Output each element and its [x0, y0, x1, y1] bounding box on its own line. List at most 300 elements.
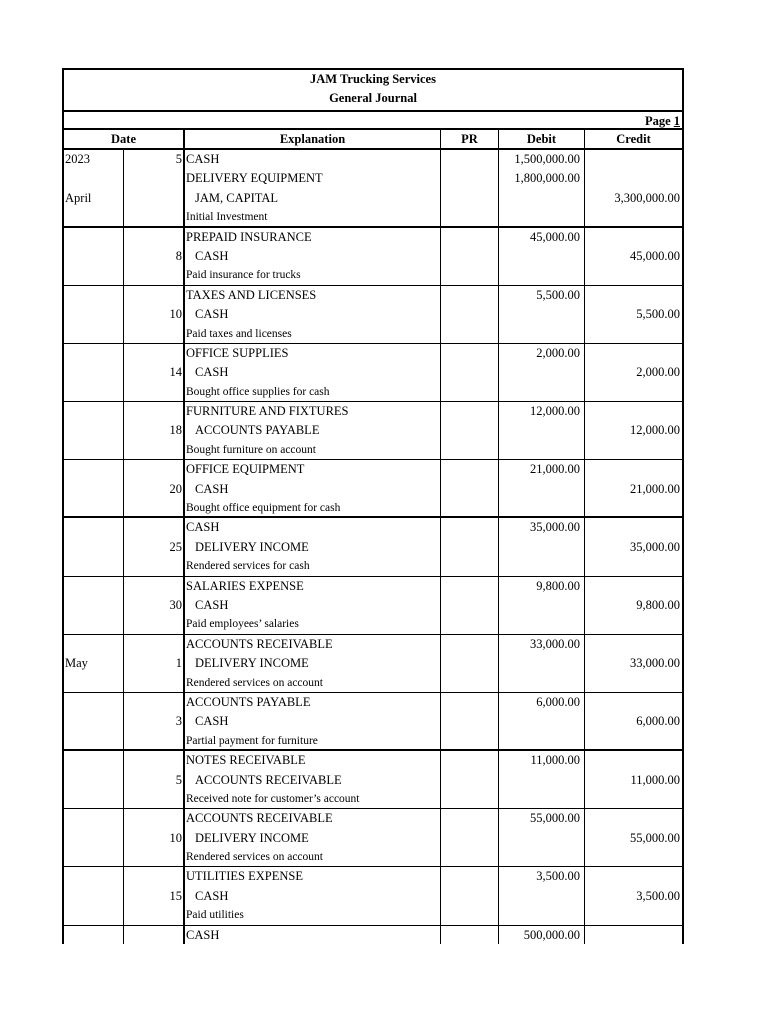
account-cell: ACCOUNTS RECEIVABLE — [185, 771, 441, 790]
day-cell: 30 — [124, 596, 185, 615]
day-cell — [124, 867, 185, 886]
account-cell: ACCOUNTS RECEIVABLE — [185, 635, 441, 654]
narration-cell: Paid taxes and licenses — [185, 325, 441, 343]
credit-cell — [585, 402, 682, 421]
narration-cell: Rendered services on account — [185, 674, 441, 692]
journal-row — [64, 266, 682, 285]
day-cell — [124, 266, 185, 284]
credit-cell — [585, 557, 682, 575]
month-cell — [64, 693, 124, 712]
journal-row — [64, 538, 682, 557]
pr-cell — [441, 363, 499, 382]
debit-cell — [499, 771, 585, 790]
journal-row — [64, 169, 682, 188]
account-cell: CASH — [185, 887, 441, 906]
pr-column-header: PR — [441, 130, 499, 148]
account-cell: DELIVERY INCOME — [185, 538, 441, 557]
account-cell: DELIVERY EQUIPMENT — [185, 169, 441, 188]
column-header-row — [64, 130, 682, 150]
journal-title: General Journal — [329, 91, 417, 105]
journal-row — [64, 615, 682, 634]
credit-cell — [585, 790, 682, 808]
debit-cell — [499, 615, 585, 633]
journal-row — [64, 867, 682, 886]
narration-cell: Paid utilities — [185, 906, 441, 924]
account-cell: DELIVERY INCOME — [185, 829, 441, 848]
debit-cell — [499, 596, 585, 615]
account-cell: DELIVERY INCOME — [185, 654, 441, 673]
journal-row — [64, 441, 682, 460]
narration-cell: Paid employees’ salaries — [185, 615, 441, 633]
pr-cell — [441, 887, 499, 906]
month-cell — [64, 635, 124, 654]
journal-row — [64, 596, 682, 615]
credit-cell: 5,500.00 — [636, 307, 680, 322]
journal-row — [64, 654, 682, 673]
debit-cell — [499, 790, 585, 808]
narration-cell: Received note for customer’s account — [185, 790, 441, 808]
day-cell — [124, 732, 185, 749]
pr-cell — [441, 286, 499, 305]
month-cell — [64, 208, 124, 225]
credit-cell: 3,500.00 — [636, 888, 680, 903]
credit-cell — [585, 674, 682, 692]
pr-cell — [441, 538, 499, 557]
credit-cell — [585, 732, 682, 749]
month-cell — [64, 712, 124, 731]
account-cell: SALARIES EXPENSE — [185, 577, 441, 596]
credit-cell: 35,000.00 — [630, 539, 680, 554]
month-cell — [64, 518, 124, 537]
pr-cell — [441, 480, 499, 499]
pr-cell — [441, 926, 499, 944]
month-cell — [64, 557, 124, 575]
credit-cell — [585, 926, 682, 944]
narration-cell: Initial Investment — [185, 208, 441, 225]
credit-cell: 45,000.00 — [630, 248, 680, 263]
pr-cell — [441, 228, 499, 247]
pr-cell — [441, 809, 499, 828]
month-cell — [64, 305, 124, 324]
debit-cell: 9,800.00 — [499, 577, 585, 596]
month-cell — [64, 363, 124, 382]
journal-row — [64, 829, 682, 848]
day-cell: 14 — [124, 363, 185, 382]
day-cell: 20 — [124, 480, 185, 499]
debit-cell — [499, 732, 585, 749]
month-cell — [64, 790, 124, 808]
page-number: 1 — [673, 114, 680, 128]
page-indicator — [64, 112, 682, 130]
pr-cell — [441, 906, 499, 924]
day-cell — [124, 441, 185, 459]
journal-title-block — [64, 70, 682, 112]
debit-cell — [499, 325, 585, 343]
day-cell: 10 — [124, 829, 185, 848]
pr-cell — [441, 790, 499, 808]
journal-row — [64, 693, 682, 712]
credit-cell — [585, 906, 682, 924]
credit-cell — [585, 577, 682, 596]
credit-cell — [585, 867, 682, 886]
journal-row — [64, 344, 682, 363]
month-cell — [64, 286, 124, 305]
account-cell: CASH — [185, 518, 441, 537]
month-cell — [64, 615, 124, 633]
month-cell — [64, 538, 124, 557]
credit-cell: 21,000.00 — [630, 481, 680, 496]
credit-cell: 2,000.00 — [636, 365, 680, 380]
company-name: JAM Trucking Services — [310, 72, 436, 86]
credit-cell — [585, 615, 682, 633]
credit-cell: 55,000.00 — [630, 830, 680, 845]
debit-cell: 1,800,000.00 — [499, 169, 585, 188]
pr-cell — [441, 732, 499, 749]
month-cell — [64, 751, 124, 770]
journal-row — [64, 189, 682, 208]
debit-cell: 12,000.00 — [499, 402, 585, 421]
account-cell: OFFICE SUPPLIES — [185, 344, 441, 363]
credit-cell — [585, 150, 682, 169]
debit-cell — [499, 829, 585, 848]
month-cell — [64, 848, 124, 866]
account-cell: CASH — [185, 480, 441, 499]
narration-cell: Paid insurance for trucks — [185, 266, 441, 284]
narration-cell: Bought office equipment for cash — [185, 499, 441, 516]
debit-cell — [499, 538, 585, 557]
pr-cell — [441, 305, 499, 324]
month-cell — [64, 577, 124, 596]
account-cell: ACCOUNTS RECEIVABLE — [185, 809, 441, 828]
day-cell — [124, 693, 185, 712]
month-cell — [64, 266, 124, 284]
date-column-header: Date — [64, 130, 185, 148]
journal-row — [64, 732, 682, 751]
month-cell: 2023 — [64, 150, 124, 169]
journal-row — [64, 402, 682, 421]
journal-row — [64, 887, 682, 906]
pr-cell — [441, 169, 499, 188]
pr-cell — [441, 848, 499, 866]
journal-row — [64, 150, 682, 169]
page-label: Page — [644, 114, 671, 128]
credit-cell: 11,000.00 — [630, 772, 680, 787]
debit-cell — [499, 189, 585, 208]
month-cell — [64, 383, 124, 401]
day-cell — [124, 790, 185, 808]
day-cell — [124, 344, 185, 363]
day-cell: 10 — [124, 305, 185, 324]
day-cell: 3 — [124, 712, 185, 731]
account-cell: CASH — [185, 712, 441, 731]
month-cell — [64, 169, 124, 188]
pr-cell — [441, 518, 499, 537]
credit-cell — [585, 228, 682, 247]
debit-cell: 11,000.00 — [499, 751, 585, 770]
pr-cell — [441, 654, 499, 673]
month-cell: May — [64, 654, 124, 673]
debit-cell: 45,000.00 — [499, 228, 585, 247]
journal-entries — [64, 150, 682, 944]
credit-cell — [585, 441, 682, 459]
credit-cell — [585, 848, 682, 866]
journal-row — [64, 906, 682, 925]
month-cell — [64, 867, 124, 886]
day-cell: 5 — [124, 150, 185, 169]
debit-cell — [499, 305, 585, 324]
journal-row — [64, 305, 682, 324]
day-cell — [124, 169, 185, 188]
month-cell: April — [64, 189, 124, 208]
general-journal — [62, 68, 684, 944]
journal-row — [64, 809, 682, 828]
day-cell — [124, 848, 185, 866]
debit-cell — [499, 421, 585, 440]
day-cell — [124, 615, 185, 633]
day-cell — [124, 499, 185, 516]
debit-cell: 55,000.00 — [499, 809, 585, 828]
account-cell: CASH — [185, 363, 441, 382]
day-cell — [124, 402, 185, 421]
month-cell — [64, 228, 124, 247]
credit-cell — [585, 518, 682, 537]
credit-column-header: Credit — [616, 132, 651, 146]
day-cell: 25 — [124, 538, 185, 557]
month-cell — [64, 596, 124, 615]
day-cell: 8 — [124, 247, 185, 266]
narration-cell: Partial payment for furniture — [185, 732, 441, 749]
month-cell — [64, 247, 124, 266]
debit-cell — [499, 441, 585, 459]
debit-cell: 6,000.00 — [499, 693, 585, 712]
day-cell — [124, 751, 185, 770]
account-cell: CASH — [185, 596, 441, 615]
journal-row — [64, 499, 682, 518]
credit-cell — [585, 693, 682, 712]
debit-cell — [499, 887, 585, 906]
month-cell — [64, 771, 124, 790]
debit-cell — [499, 266, 585, 284]
day-cell — [124, 809, 185, 828]
day-cell — [124, 208, 185, 225]
credit-cell: 3,300,000.00 — [614, 190, 680, 205]
day-cell — [124, 286, 185, 305]
day-cell: 5 — [124, 771, 185, 790]
journal-row — [64, 383, 682, 402]
day-cell — [124, 325, 185, 343]
pr-cell — [441, 771, 499, 790]
pr-cell — [441, 829, 499, 848]
day-cell: 1 — [124, 654, 185, 673]
debit-cell: 500,000.00 — [499, 926, 585, 944]
journal-row — [64, 577, 682, 596]
month-cell — [64, 906, 124, 924]
pr-cell — [441, 441, 499, 459]
journal-row — [64, 751, 682, 770]
day-cell — [124, 577, 185, 596]
month-cell — [64, 325, 124, 343]
credit-cell — [585, 809, 682, 828]
month-cell — [64, 480, 124, 499]
account-cell: OFFICE EQUIPMENT — [185, 460, 441, 479]
journal-row — [64, 790, 682, 809]
month-cell — [64, 441, 124, 459]
pr-cell — [441, 693, 499, 712]
day-cell — [124, 674, 185, 692]
debit-cell — [499, 848, 585, 866]
month-cell — [64, 887, 124, 906]
account-cell: ACCOUNTS PAYABLE — [185, 693, 441, 712]
debit-cell — [499, 906, 585, 924]
debit-cell: 21,000.00 — [499, 460, 585, 479]
journal-row — [64, 635, 682, 654]
day-cell — [124, 228, 185, 247]
account-cell: ACCOUNTS PAYABLE — [185, 421, 441, 440]
month-cell — [64, 402, 124, 421]
journal-row — [64, 247, 682, 266]
pr-cell — [441, 712, 499, 731]
pr-cell — [441, 596, 499, 615]
account-cell: CASH — [185, 926, 441, 944]
month-cell — [64, 732, 124, 749]
account-cell: JAM, CAPITAL — [185, 189, 441, 208]
pr-cell — [441, 499, 499, 516]
credit-cell — [585, 266, 682, 284]
journal-row — [64, 421, 682, 440]
pr-cell — [441, 344, 499, 363]
account-cell: CASH — [185, 305, 441, 324]
day-cell — [124, 189, 185, 208]
journal-row — [64, 926, 682, 944]
pr-cell — [441, 383, 499, 401]
account-cell: CASH — [185, 247, 441, 266]
debit-cell — [499, 383, 585, 401]
credit-cell — [585, 635, 682, 654]
credit-cell: 6,000.00 — [636, 714, 680, 729]
journal-row — [64, 712, 682, 731]
month-cell — [64, 674, 124, 692]
pr-cell — [441, 266, 499, 284]
debit-cell — [499, 499, 585, 516]
credit-cell — [585, 325, 682, 343]
pr-cell — [441, 674, 499, 692]
journal-row — [64, 460, 682, 479]
pr-cell — [441, 557, 499, 575]
debit-cell — [499, 208, 585, 225]
debit-cell: 33,000.00 — [499, 635, 585, 654]
debit-cell: 3,500.00 — [499, 867, 585, 886]
journal-row — [64, 363, 682, 382]
day-cell — [124, 460, 185, 479]
day-cell — [124, 635, 185, 654]
pr-cell — [441, 421, 499, 440]
day-cell — [124, 557, 185, 575]
pr-cell — [441, 189, 499, 208]
debit-cell — [499, 557, 585, 575]
credit-cell — [585, 169, 682, 188]
journal-row — [64, 557, 682, 576]
account-cell: TAXES AND LICENSES — [185, 286, 441, 305]
month-cell — [64, 460, 124, 479]
day-cell — [124, 906, 185, 924]
day-cell — [124, 383, 185, 401]
debit-cell — [499, 363, 585, 382]
debit-cell — [499, 712, 585, 731]
credit-cell: 9,800.00 — [636, 597, 680, 612]
journal-row — [64, 518, 682, 537]
pr-cell — [441, 150, 499, 169]
month-cell — [64, 926, 124, 944]
pr-cell — [441, 635, 499, 654]
journal-row — [64, 208, 682, 227]
narration-cell: Rendered services for cash — [185, 557, 441, 575]
journal-row — [64, 848, 682, 867]
credit-cell: 12,000.00 — [630, 423, 680, 438]
month-cell — [64, 421, 124, 440]
pr-cell — [441, 577, 499, 596]
credit-cell — [585, 383, 682, 401]
credit-cell — [585, 344, 682, 363]
pr-cell — [441, 247, 499, 266]
credit-cell — [585, 460, 682, 479]
pr-cell — [441, 867, 499, 886]
day-cell — [124, 518, 185, 537]
debit-cell — [499, 480, 585, 499]
narration-cell: Rendered services on account — [185, 848, 441, 866]
pr-cell — [441, 460, 499, 479]
month-cell — [64, 344, 124, 363]
credit-cell — [585, 751, 682, 770]
journal-row — [64, 228, 682, 247]
pr-cell — [441, 325, 499, 343]
month-cell — [64, 499, 124, 516]
pr-cell — [441, 402, 499, 421]
narration-cell: Bought office supplies for cash — [185, 383, 441, 401]
debit-cell: 1,500,000.00 — [499, 150, 585, 169]
account-cell: FURNITURE AND FIXTURES — [185, 402, 441, 421]
pr-cell — [441, 615, 499, 633]
journal-row — [64, 286, 682, 305]
account-cell: CASH — [185, 150, 441, 169]
journal-row — [64, 325, 682, 344]
narration-cell: Bought furniture on account — [185, 441, 441, 459]
day-cell — [124, 926, 185, 944]
credit-cell — [585, 286, 682, 305]
journal-row — [64, 480, 682, 499]
account-cell: UTILITIES EXPENSE — [185, 867, 441, 886]
debit-column-header: Debit — [499, 130, 585, 148]
debit-cell: 5,500.00 — [499, 286, 585, 305]
month-cell — [64, 829, 124, 848]
explanation-column-header: Explanation — [185, 130, 441, 148]
debit-cell — [499, 674, 585, 692]
pr-cell — [441, 208, 499, 225]
debit-cell — [499, 654, 585, 673]
pr-cell — [441, 751, 499, 770]
day-cell: 18 — [124, 421, 185, 440]
account-cell: NOTES RECEIVABLE — [185, 751, 441, 770]
account-cell: PREPAID INSURANCE — [185, 228, 441, 247]
credit-cell: 33,000.00 — [630, 656, 680, 671]
credit-cell — [585, 499, 682, 516]
debit-cell: 2,000.00 — [499, 344, 585, 363]
debit-cell — [499, 247, 585, 266]
journal-row — [64, 674, 682, 693]
journal-row — [64, 771, 682, 790]
day-cell: 15 — [124, 887, 185, 906]
credit-cell — [585, 208, 682, 225]
month-cell — [64, 809, 124, 828]
